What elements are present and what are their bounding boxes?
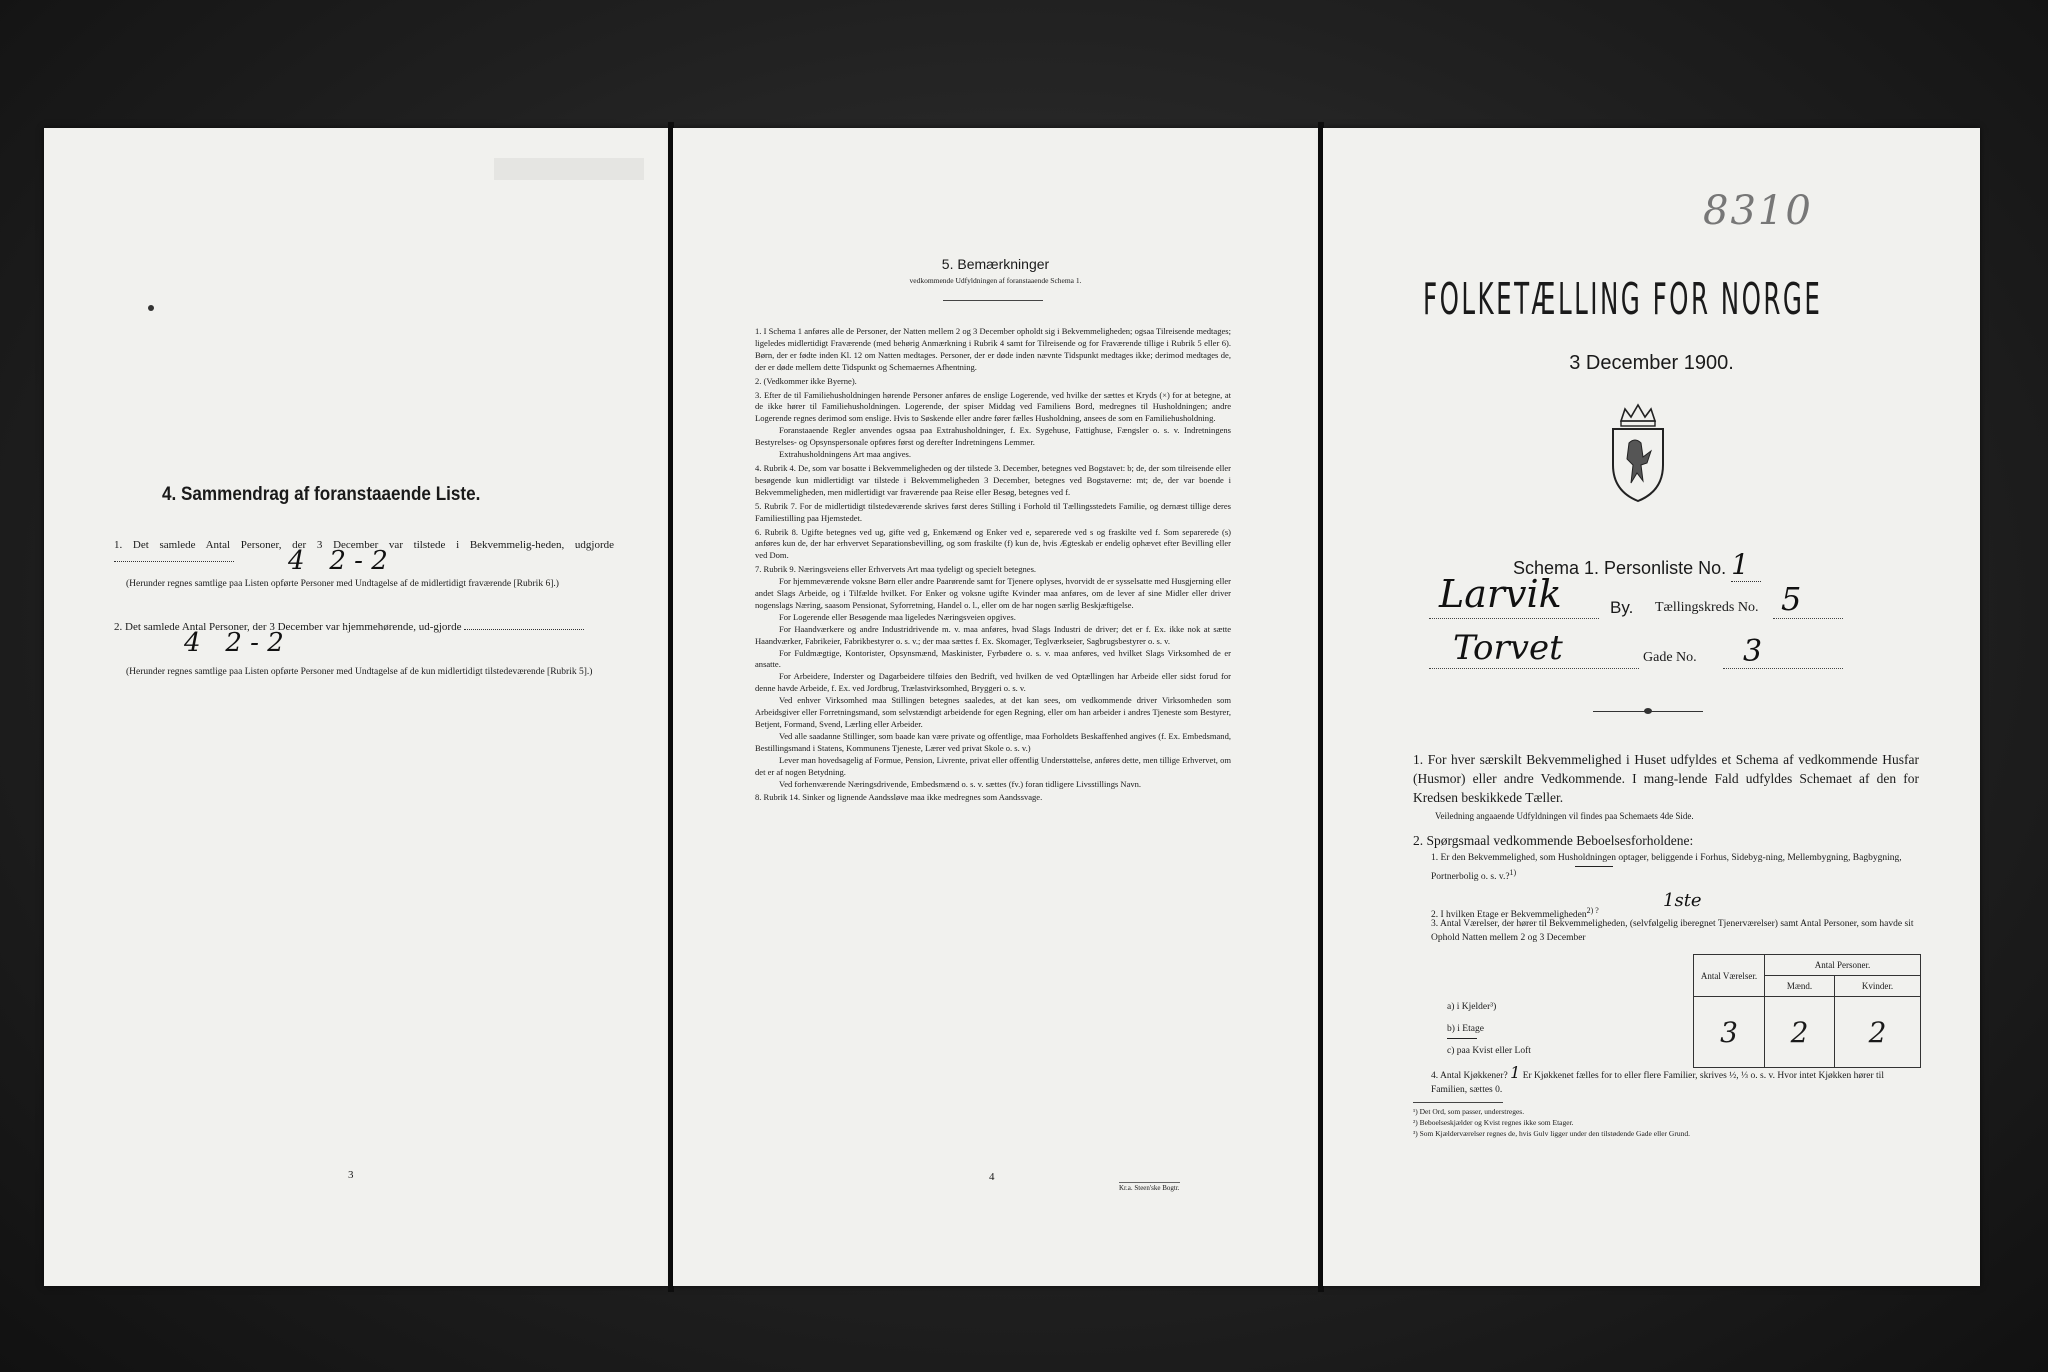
divider — [943, 300, 1043, 301]
question-2-answer: 1ste — [1663, 890, 1702, 911]
header-persons: Antal Personer. — [1765, 955, 1921, 976]
gade-number: 3 — [1743, 634, 1763, 669]
question-1: 1. Er den Bekvemmelighed, som Husholdningen optager, beliggende i Forhus, Sidebyg-ning, Mellembygning, Bagbygning, Portnerbolig o. s. v.?$^{1)}$ — [1431, 853, 1902, 882]
cell-men: 2 — [1765, 997, 1835, 1068]
row-a-label: a) i Kjelder³) — [1447, 1002, 1497, 1012]
remark-paragraph: Lever man hovedsagelig af Formue, Pension, Livrente, privat eller offentlig Understøttelse, anføres dette, men tillige Erhvervet, om det er af nogen Betydning. — [755, 754, 1231, 777]
summary-item-2-note: (Herunder regnes samtlige paa Listen opførte Personer med Undtagelse af de kun midlertidigt tilstedeværende [Rubrik 5].) — [126, 667, 593, 677]
remark-paragraph: 3. Efter de til Familiehusholdningen hørende Personer anføres de enslige Logerende, ved hvilke der sættes et Kryds (×) for at betegne, at de ikke hører til Familiehusholdningen. Logerende, der spiser Middag ved Familiens Bord, medregnes til Husholdningen; andre Logerende regnes derimod som enslige. Hvis to Søskende eller andre fører fælles Husholdning, ansees de som en Familiehusholdning. — [755, 389, 1231, 424]
summary-heading: 4. Sammendrag af foranstaaende Liste. — [162, 484, 481, 505]
remark-paragraph: 1. I Schema 1 anføres alle de Personer, der Natten mellem 2 og 3 December opholdt sig i Bekvemmeligheden; ogsaa Tilreisende medtages; ligeledes midlertidigt Fraværende (med behørig Anmærkning i Rubrik 4 samt for Tilreisende og for Fraværende tillige i Rubrik 5 eller 6). Børn, der er fødte inden Kl. 12 om Natten medtages. Personer, der er døde inden nævnte Tidspunkt medtages ikke; derimod medtages de, der er døde mellem dette Tidspunkt og Schemaernes Afhentning. — [755, 326, 1231, 372]
underline-etage — [1447, 1038, 1477, 1039]
middle-page — [673, 128, 1318, 1286]
page-number-left: 3 — [348, 1169, 354, 1181]
remarks-heading: 5. Bemærkninger — [941, 256, 1050, 272]
question-4-rest: Er Kjøkkenet fælles for to eller flere Familier, skrives ½, ⅓ o. s. v. Hvor intet Kjøkken hører til Familien, sættes 0. — [1431, 1071, 1884, 1095]
question-4-answer: 1 — [1510, 1063, 1521, 1082]
by-label: By. — [1610, 598, 1634, 617]
kreds-label: Tællingskreds No. — [1655, 600, 1759, 615]
remark-paragraph: For Logerende eller Besøgende maa ligeledes Næringsveien opgives. — [779, 611, 1016, 622]
row-b-label: b) i Etage — [1447, 1024, 1484, 1034]
question-1-text: 1. Er den Bekvemmelighed, som Husholdningen optager, beliggende i Forhus, Sidebyg-ning, Mellembygning, Bagbygning, Portnerbolig o. s. v.? — [1431, 853, 1902, 882]
instruction-1-note: Veiledning angaaende Udfyldningen vil findes paa Schemaets 4de Side. — [1435, 811, 1694, 821]
remark-paragraph: 2. (Vedkommer ikke Byerne). — [755, 375, 857, 386]
remark-paragraph: 8. Rubrik 14. Sinker og lignende Aandssløve maa ikke medregnes som Aandssvage. — [755, 792, 1043, 803]
remark-paragraph: Extrahusholdningens Art maa angives. — [779, 449, 911, 460]
question-3: 3. Antal Værelser, der hører til Bekvemmeligheden, (selvfølgelig iberegnet Tjenerværelser) samt Antal Personer, som havde sit Ophold Natten mellem 2 og 3 December — [1431, 919, 1914, 943]
census-date: 3 December 1900. — [1569, 352, 1734, 374]
town-name: Larvik — [1439, 572, 1562, 616]
remark-paragraph: Ved forhenværende Næringsdrivende, Embedsmænd o. s. v. sættes (fv.) foran tidligere Livsstillings Navn. — [779, 778, 1142, 789]
row-c-label: c) paa Kvist eller Loft — [1447, 1046, 1531, 1056]
coat-of-arms-icon — [1607, 403, 1669, 503]
remark-paragraph: For Fuldmægtige, Kontorister, Opsynsmænd, Maskinister, Fyrbødere o. s. v. maa anføres, ved hvilket Slags Virksomhed de er ansatte. — [755, 647, 1231, 670]
footnotes — [1413, 1106, 1913, 1139]
page-number-middle: 4 — [989, 1171, 995, 1183]
underline-forhus — [1575, 866, 1613, 867]
census-title: FOLKETÆLLING FOR NORGE — [1423, 274, 1823, 325]
header-women: Kvinder. — [1835, 976, 1921, 997]
remarks-subheading: vedkommende Udfyldningen af foranstaaende Schema 1. — [909, 276, 1082, 285]
ornament-divider — [1593, 708, 1703, 714]
footnote: ³) Som Kjælderværelser regnes de, hvis Gulv ligger under den tilstødende Gade eller Grund. — [1413, 1129, 1690, 1138]
remark-paragraph: For Haandværkere og andre Industridrivende m. v. maa anføres, hvad Slags Industri de driver; det er f. Ex. ikke nok at sætte Haandværker, Fabrikeier, Fabrikbestyrer o. s. v.; der maa sættes f. Ex. Skomager, Teglværkseier, Sagbrugsbestyrer o. s. v. — [755, 623, 1231, 646]
cell-women: 2 — [1835, 997, 1921, 1068]
question-4-text: 4. Antal Kjøkkener? — [1431, 1071, 1508, 1081]
header-rooms: Antal Værelser. — [1694, 955, 1765, 997]
remark-paragraph: 6. Rubrik 8. Ugifte betegnes ved ug, gifte ved g, Enkemænd og Enker ved e, separerede ved s og fraskilte ved f. Som separerede (s) anføres kun de, der har erhvervet Separationsbevilling, og som fraskilte (f) kun de, hvis Ægteskab er endelig ophævet efter Bevilling eller ved Dom. — [755, 526, 1231, 561]
schema-number: 1 — [1731, 548, 1761, 582]
question-2: 2. I hvilken Etage er Bekvemmeligheden$^{2) ?}$ — [1431, 906, 1599, 921]
header-men: Mænd. — [1765, 976, 1835, 997]
archive-number: 8310 — [1703, 188, 1813, 234]
gade-label: Gade No. — [1643, 650, 1697, 665]
remark-paragraph: 7. Rubrik 9. Næringsveiens eller Erhvervets Art maa tydeligt og specielt betegnes. — [755, 564, 1037, 575]
summary-item-1-text: 1. Det samlede Antal Personer, der 3 December var tilstede i Bekvemmelig-heden, udgjorde — [114, 539, 614, 551]
remark-paragraph: For Arbeidere, Inderster og Dagarbeidere tilføies den Bedrift, ved hvilken de ved Optællingen har Arbeide eller sidst forud for denne havde Arbeide, f. Ex. ved Jordbrug, Trælastvirksomhed, Bryggeri o. s. v. — [755, 671, 1231, 694]
remarks-body — [755, 324, 1231, 804]
remark-paragraph: Foranstaaende Regler anvendes ogsaa paa Extrahusholdninger, f. Ex. Sygehuse, Fattighuse, Fængsler o. s. v. Indretningens Bestyrelses- og Opsynspersonale opføres først og derefter Indretningens Lemmer. — [755, 425, 1231, 448]
remark-paragraph: 5. Rubrik 7. For de midlertidigt tilstedeværende skrives først deres Stilling i Forhold til Tællingsstedets Familie, og dernæst tillige deres Familiestilling paa Hjemstedet. — [755, 500, 1231, 523]
remark-paragraph: Ved alle saadanne Stillinger, som baade kan være private og offentlige, maa Forholdets Beskaffenhed angives (f. Ex. Embedsmand, Bestillingsmand i Statens, Kommunens Tjeneste, Lærer ved privat Skole o. s. v.) — [755, 730, 1231, 753]
summary-item-2-values: 4 2 - 2 — [184, 628, 284, 658]
street-name: Torvet — [1453, 628, 1563, 668]
summary-item-2-text: 2. Det samlede Antal Personer, der 3 December var hjemmehørende, ud-gjorde — [114, 621, 462, 633]
question-2-text: 2. I hvilken Etage er Bekvemmeligheden — [1431, 910, 1587, 921]
remark-paragraph: 4. Rubrik 4. De, som var bosatte i Bekvemmeligheden og der tilstede 3. December, betegnes ved Bogstavet: b; de, der som tilreisende eller besøgende kun midlertidigt var tilstede i Bekvemmeligheden 3 December, betegnes ved Bogstaverne: mt; de, der var boende i Bekvemmeligheden, men midlertidigt var fraværende paa Reise eller Besøg, betegnes ved f. — [755, 462, 1231, 497]
kreds-number: 5 — [1781, 580, 1802, 618]
bleed-through — [494, 158, 644, 180]
printer-mark: Kr.a. Steen'ske Bogtr. — [1119, 1184, 1180, 1192]
right-page — [1323, 128, 1980, 1286]
footnote: ¹) Det Ord, som passer, understreges. — [1413, 1107, 1525, 1116]
rooms-persons-table — [1693, 954, 1921, 1068]
schema-label: Schema 1. Personliste No. — [1513, 558, 1727, 578]
instruction-2: 2. Spørgsmaal vedkommende Beboelsesforholdene: — [1413, 833, 1694, 848]
question-4 — [1431, 1063, 1921, 1097]
remark-paragraph: For hjemmeværende voksne Børn eller andre Paarørende samt for Tjenere oplyses, hvorvidt de er sysselsatte med Husgjerning eller andet Slags Arbeide, og i Tilfælde hvilket. For Enker og voksne ugifte Kvinder maa anføres, om de lever af sine Midler eller driver nogenslags Næring, saasom Pensionat, Syforretning, Handel o. l., eller om de har nogen særlig Beskjæftigelse. — [755, 576, 1231, 610]
cell-rooms: 3 — [1694, 997, 1765, 1068]
ink-dot — [148, 305, 154, 311]
summary-item-1-values: 4 2 - 2 — [288, 546, 388, 576]
summary-item-1-note: (Herunder regnes samtlige paa Listen opførte Personer med Undtagelse af de midlertidigt fraværende [Rubrik 6].) — [126, 579, 559, 589]
left-page — [44, 128, 668, 1286]
footnote: ²) Beboelseskjælder og Kvist regnes ikke som Etager. — [1413, 1118, 1574, 1127]
instruction-1: 1. For hver særskilt Bekvemmelighed i Huset udfyldes et Schema af vedkommende Husfar (Husmor) eller andre Vedkommende. I mang-lende Fald udfyldes Schemaet af den for Kredsen beskikkede Tæller. — [1413, 752, 1919, 805]
remark-paragraph: Ved enhver Virksomhed maa Stillingen betegnes saaledes, at det kan sees, om vedkommende driver Virksomheden som Arbeidsgiver eller Forretningsmand, som selvstændigt arbeidende for egen Regning, eller om han arbeider i andres Tjeneste som Bestyrer, Betjent, Formand, Svend, Lærling eller Arbeider. — [755, 695, 1231, 729]
